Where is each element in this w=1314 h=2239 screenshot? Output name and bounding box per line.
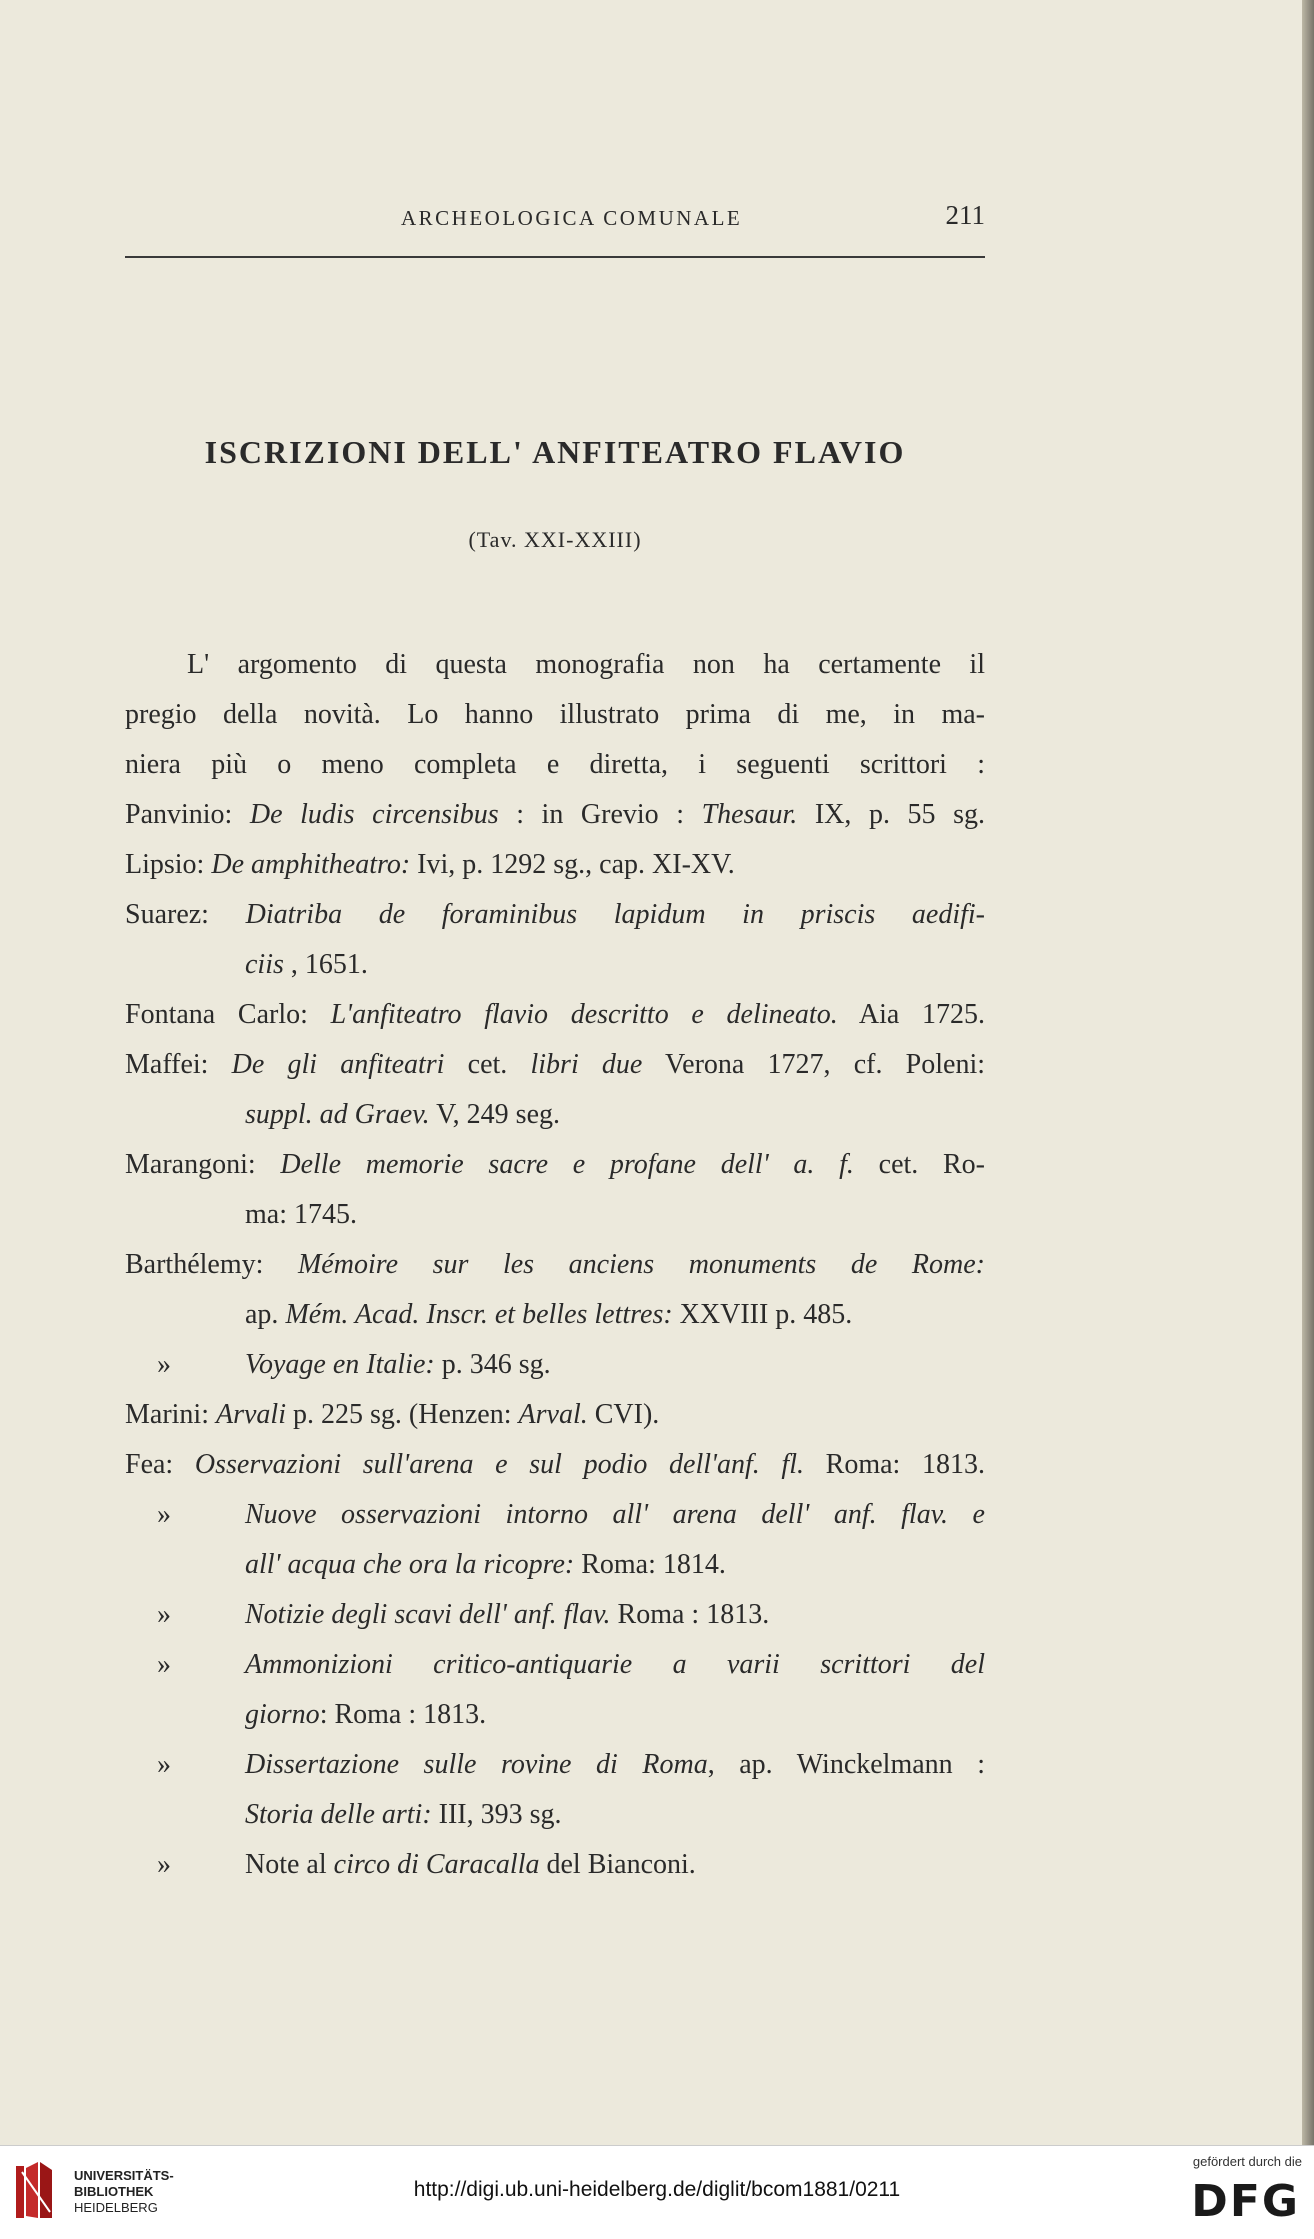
header-rule — [125, 256, 985, 258]
bibliography-entry: Barthélemy: Mémoire sur les anciens monuments de Rome: — [125, 1249, 985, 1280]
text-line: L' argomento di questa monografia non ha certamente il — [187, 649, 985, 680]
bibliography-entry: » Voyage en Italie: p. 346 sg. — [157, 1349, 551, 1380]
running-title: ARCHEOLOGICA COMUNALE — [401, 206, 743, 230]
text-line: pregio della novità. Lo hanno illustrato prima di me, in ma- — [125, 699, 985, 730]
bibliography-entry: Marini: Arvali p. 225 sg. (Henzen: Arval. CVI). — [125, 1399, 660, 1430]
page-number: 211 — [945, 200, 985, 230]
text-line: niera più o meno completa e diretta, i seguenti scrittori : — [125, 749, 985, 780]
bibliography-entry: » Ammonizioni critico-antiquarie a varii scrittori del — [157, 1649, 985, 1680]
bibliography-entry: Maffei: De gli anfiteatri cet. libri due Verona 1727, cf. Poleni: — [125, 1049, 986, 1080]
bibliography-entry: » Dissertazione sulle rovine di Roma, ap. Winckelmann : — [157, 1749, 985, 1780]
bibliography-entry: Fontana Carlo: L'anfiteatro flavio descritto e delineato. Aia 1725. — [125, 999, 985, 1030]
sponsor-label: gefördert durch die — [1192, 2154, 1302, 2169]
bibliography-entry: Marangoni: Delle memorie sacre e profane dell' a. f. cet. Ro- — [125, 1149, 986, 1180]
page-edge — [1302, 0, 1314, 2145]
library-name[interactable]: UNIVERSITÄTS- BIBLIOTHEK HEIDELBERG — [74, 2168, 174, 2215]
bibliography-continuation: ap. Mém. Acad. Inscr. et belles lettres: XXVIII p. 485. — [245, 1299, 853, 1330]
bibliography-continuation: Storia delle arti: III, 393 sg. — [245, 1799, 562, 1830]
article-subtitle: (Tav. XXI-XXIII) — [468, 527, 642, 552]
bibliography-continuation: ciis , 1651. — [245, 949, 368, 980]
article-title: ISCRIZIONI DELL' ANFITEATRO FLAVIO — [204, 434, 906, 470]
bibliography-continuation: giorno: Roma : 1813. — [245, 1699, 487, 1730]
bibliography-entry: » Notizie degli scavi dell' anf. flav. Roma : 1813. — [157, 1599, 770, 1630]
bibliography-continuation: suppl. ad Graev. V, 249 seg. — [245, 1099, 561, 1130]
running-head — [125, 200, 985, 240]
bibliography-continuation: ma: 1745. — [245, 1199, 357, 1230]
dfg-logo[interactable]: DFG — [1191, 2176, 1300, 2227]
bibliography-entry: » Nuove osservazioni intorno all' arena dell' anf. flav. e — [157, 1499, 985, 1530]
bibliography-entry: Lipsio: De amphitheatro: Ivi, p. 1292 sg., cap. XI-XV. — [125, 849, 735, 880]
bibliography-entry: Suarez: Diatriba de foraminibus lapidum in priscis aedifi- — [125, 899, 985, 930]
bibliography-entry: Fea: Osservazioni sull'arena e sul podio dell'anf. fl. Roma: 1813. — [125, 1449, 985, 1480]
bibliography-continuation: all' acqua che ora la ricopre: Roma: 1814. — [245, 1549, 726, 1580]
bibliography-entry: Panvinio: De ludis circensibus : in Grevio : Thesaur. IX, p. 55 sg. — [125, 799, 985, 830]
body-text — [125, 640, 985, 1890]
viewer-footer — [0, 2145, 1314, 2239]
permalink-url[interactable]: http://digi.ub.uni-heidelberg.de/diglit/bcom1881/0211 — [413, 2178, 901, 2201]
bibliography-entry: » Note al circo di Caracalla del Bianconi. — [157, 1849, 696, 1880]
